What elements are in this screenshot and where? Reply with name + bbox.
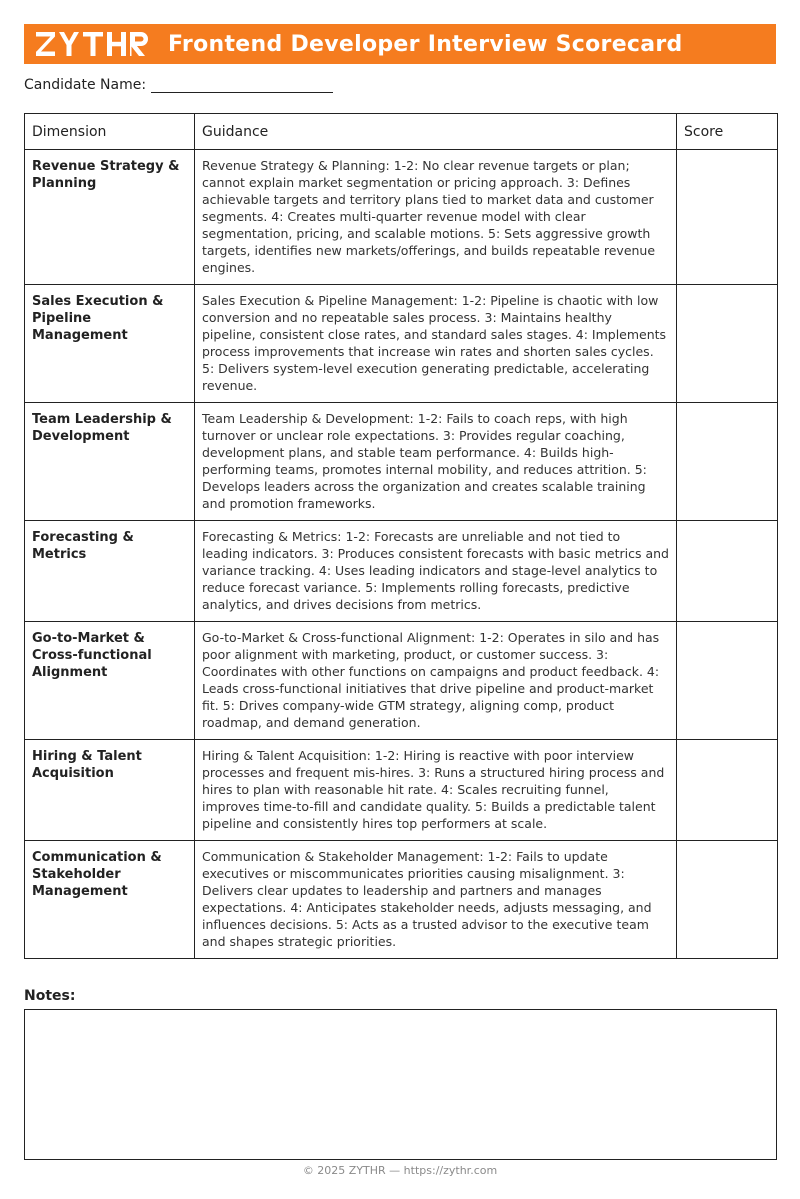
table-header-row bbox=[25, 114, 778, 150]
table-row bbox=[25, 622, 778, 740]
dimension-cell: Communication & Stakeholder Management bbox=[25, 841, 195, 959]
scorecard-table bbox=[24, 113, 778, 959]
candidate-name-blank[interactable] bbox=[151, 77, 333, 93]
score-cell[interactable] bbox=[677, 521, 778, 622]
table-row bbox=[25, 285, 778, 403]
dimension-cell: Go-to-Market & Cross-functional Alignment bbox=[25, 622, 195, 740]
score-cell[interactable] bbox=[677, 740, 778, 841]
notes-box[interactable] bbox=[24, 1009, 777, 1160]
guidance-cell: Go-to-Market & Cross-functional Alignment: 1-2: Operates in silo and has poor alignment with marketing, product, or customer success. 3: Coordinates with other functions on campaigns and product feedback. 4: Leads cross-functional initiatives that drive pipeline and product-market fit. 5: Drives company-wide GTM strategy, aligning comp, product roadmap, and demand generation. bbox=[195, 622, 677, 740]
guidance-cell: Forecasting & Metrics: 1-2: Forecasts are unreliable and not tied to leading indicators. 3: Produces consistent forecasts with basic metrics and variance tracking. 4: Uses leading indicators and stage-level analytics to reduce forecast variance. 5: Implements rolling forecasts, predictive analytics, and drives decisions from metrics. bbox=[195, 521, 677, 622]
header-banner bbox=[24, 24, 776, 64]
score-cell[interactable] bbox=[677, 841, 778, 959]
guidance-cell: Team Leadership & Development: 1-2: Fails to coach reps, with high turnover or unclear role expectations. 3: Provides regular coaching, development plans, and stable team performance. 4: Builds high-performing teams, promotes internal mobility, and reduces attrition. 5: Develops leaders across the organization and creates scalable training and promotion frameworks. bbox=[195, 403, 677, 521]
column-header-guidance: Guidance bbox=[195, 114, 677, 150]
guidance-cell: Communication & Stakeholder Management: 1-2: Fails to update executives or miscommunicates priorities causing misalignment. 3: Delivers clear updates to leadership and partners and manages expectations. 4: Anticipates stakeholder needs, adjusts messaging, and influences decisions. 5: Acts as a trusted advisor to the executive team and shapes strategic priorities. bbox=[195, 841, 677, 959]
table-row bbox=[25, 521, 778, 622]
notes-label: Notes: bbox=[24, 988, 76, 1004]
table-row bbox=[25, 150, 778, 285]
table-row bbox=[25, 740, 778, 841]
footer-copyright: © 2025 ZYTHR — https://zythr.com bbox=[302, 1164, 498, 1177]
guidance-cell: Sales Execution & Pipeline Management: 1-2: Pipeline is chaotic with low conversion and no repeatable sales process. 3: Maintains healthy pipeline, consistent close rates, and standard sales stages. 4: Implements process improvements that increase win rates and shorten sales cycles. 5: Delivers system-level execution generating predictable, accelerating revenue. bbox=[195, 285, 677, 403]
dimension-cell: Revenue Strategy & Planning bbox=[25, 150, 195, 285]
score-cell[interactable] bbox=[677, 285, 778, 403]
dimension-cell: Sales Execution & Pipeline Management bbox=[25, 285, 195, 403]
guidance-cell: Revenue Strategy & Planning: 1-2: No clear revenue targets or plan; cannot explain market segmentation or pricing approach. 3: Defines achievable targets and territory plans tied to market data and customer segments. 4: Creates multi-quarter revenue model with clear segmentation, pricing, and scalable motions. 5: Sets aggressive growth targets, identifies new markets/offerings, and builds repeatable revenue engines. bbox=[195, 150, 677, 285]
scorecard-title: Frontend Developer Interview Scorecard bbox=[168, 31, 683, 57]
column-header-score: Score bbox=[677, 114, 778, 150]
dimension-cell: Team Leadership & Development bbox=[25, 403, 195, 521]
column-header-dimension: Dimension bbox=[25, 114, 195, 150]
score-cell[interactable] bbox=[677, 150, 778, 285]
table-row bbox=[25, 403, 778, 521]
candidate-name-label: Candidate Name: bbox=[24, 77, 147, 93]
score-cell[interactable] bbox=[677, 622, 778, 740]
score-cell[interactable] bbox=[677, 403, 778, 521]
candidate-name-field bbox=[24, 77, 333, 93]
table-row bbox=[25, 841, 778, 959]
dimension-cell: Forecasting & Metrics bbox=[25, 521, 195, 622]
dimension-cell: Hiring & Talent Acquisition bbox=[25, 740, 195, 841]
zythr-logo bbox=[36, 30, 148, 58]
guidance-cell: Hiring & Talent Acquisition: 1-2: Hiring is reactive with poor interview processes and frequent mis-hires. 3: Runs a structured hiring process and hires to plan with reasonable hit rate. 4: Scales recruiting funnel, improves time-to-fill and candidate quality. 5: Builds a predictable talent pipeline and consistently hires top performers at scale. bbox=[195, 740, 677, 841]
